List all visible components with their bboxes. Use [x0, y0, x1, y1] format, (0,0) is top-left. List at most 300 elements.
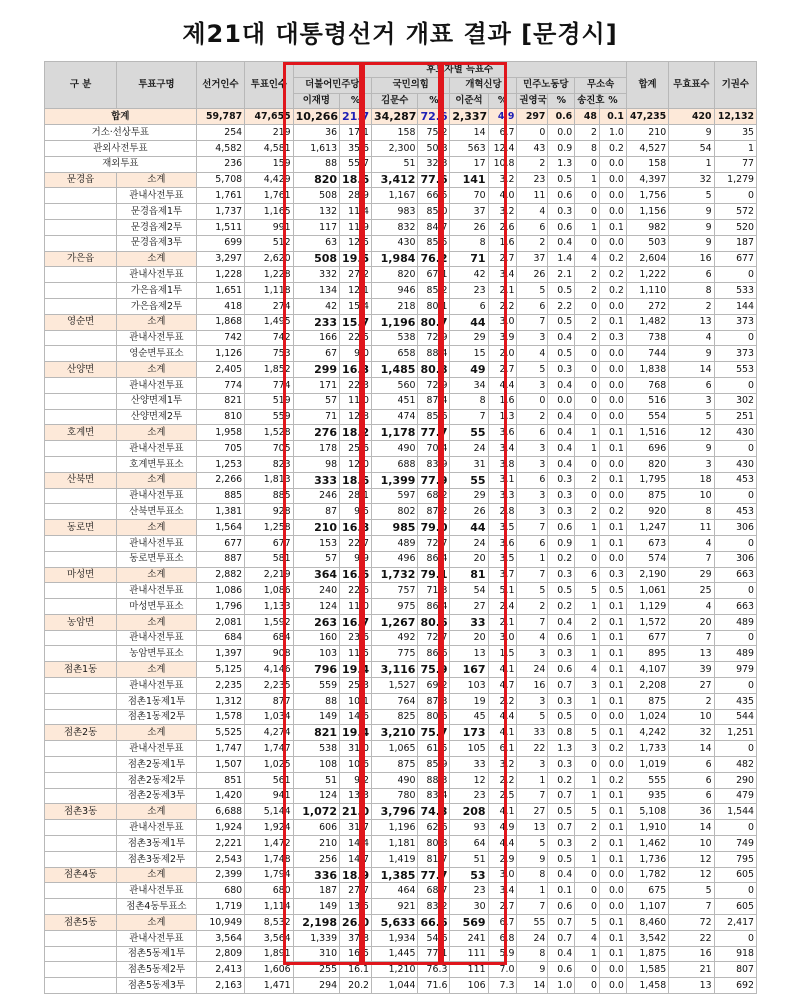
table-row: [45, 709, 757, 725]
cell-abstain: 1,251: [714, 725, 756, 741]
cell-pct-lee: 20.2: [340, 978, 372, 994]
cell-votes-song: 1: [575, 172, 600, 188]
cell-pct-song: 0.0: [599, 235, 626, 251]
cell-pct-kwon: 0.6: [548, 219, 575, 235]
cell-pct-leejs: 3.7: [488, 567, 517, 583]
cell-votes-kwon: 3: [517, 646, 548, 662]
cell-invalid: 12: [669, 851, 714, 867]
cell-pct-kim: 68.2: [418, 488, 450, 504]
cell-total: 4,242: [626, 725, 668, 741]
table-row: [45, 614, 757, 630]
place-cell: 소계: [117, 804, 196, 820]
cell-votes-lee: 333: [293, 472, 339, 488]
candidate-label: 김문수: [372, 93, 418, 109]
cell-pct-song: 0.1: [599, 472, 626, 488]
cell-total: 210: [626, 125, 668, 141]
cell-votes-song: 0: [575, 867, 600, 883]
cell-pct-leejs: 2.9: [488, 851, 517, 867]
cell-total: 1,585: [626, 962, 668, 978]
cell-electors: 2,399: [196, 867, 244, 883]
region-cell: [45, 204, 117, 220]
cell-pct-song: 0.1: [599, 520, 626, 536]
cell-pct-lee: 23.6: [340, 630, 372, 646]
cell-voters: 1,606: [245, 962, 293, 978]
cell-abstain: 0: [714, 678, 756, 694]
cell-total: 1,736: [626, 851, 668, 867]
cell-invalid: 10: [669, 488, 714, 504]
table-row: [45, 772, 757, 788]
cell-voters: 561: [245, 772, 293, 788]
cell-total: 555: [626, 772, 668, 788]
cell-votes-lee: 255: [293, 962, 339, 978]
table-row: [45, 409, 757, 425]
table-row: [45, 393, 757, 409]
cell-votes-kim: 430: [372, 235, 418, 251]
cell-pct-leejs: 2.6: [488, 219, 517, 235]
cell-pct-lee: 16.1: [340, 962, 372, 978]
cell-pct-kim: 70.4: [418, 441, 450, 457]
cell-invalid: 54: [669, 140, 714, 156]
pct-label: %: [340, 93, 372, 109]
cell-pct-kwon: 0.7: [548, 915, 575, 931]
cell-votes-kim: 820: [372, 267, 418, 283]
cell-voters: 1,034: [245, 709, 293, 725]
cell-votes-leejs: 24: [450, 535, 488, 551]
cell-pct-lee: 25.6: [340, 441, 372, 457]
cell-votes-song: 48: [575, 109, 600, 125]
cell-pct-lee: 12.1: [340, 283, 372, 299]
cell-pct-lee: 28.9: [340, 188, 372, 204]
cell-total: 1,222: [626, 267, 668, 283]
region-cell: 점촌3동: [45, 804, 117, 820]
cell-abstain: 290: [714, 772, 756, 788]
cell-pct-song: 0.0: [599, 899, 626, 915]
cell-votes-kwon: 5: [517, 362, 548, 378]
cell-abstain: 0: [714, 377, 756, 393]
region-cell: [45, 504, 117, 520]
cell-pct-leejs: 4.7: [488, 678, 517, 694]
place-cell: 소계: [117, 614, 196, 630]
cell-pct-song: 0.1: [599, 725, 626, 741]
cell-pct-song: 0.1: [599, 930, 626, 946]
table-row: [45, 836, 757, 852]
cell-votes-song: 2: [575, 614, 600, 630]
cell-pct-kim: 86.6: [418, 646, 450, 662]
cell-abstain: 144: [714, 298, 756, 314]
cell-pct-kim: 88.3: [418, 772, 450, 788]
cell-votes-song: 4: [575, 251, 600, 267]
cell-pct-song: 0.0: [599, 883, 626, 899]
cell-total: 673: [626, 535, 668, 551]
cell-pct-leejs: 3.4: [488, 267, 517, 283]
cell-votes-kwon: 3: [517, 441, 548, 457]
cell-abstain: 435: [714, 693, 756, 709]
cell-votes-kwon: 2: [517, 599, 548, 615]
table-row: [45, 298, 757, 314]
place-cell: 가은읍제1투: [117, 283, 196, 299]
region-cell: 영순면: [45, 314, 117, 330]
cell-pct-leejs: 3.2: [488, 204, 517, 220]
cell-voters: 1,133: [245, 599, 293, 615]
cell-votes-kwon: 7: [517, 899, 548, 915]
cell-abstain: 807: [714, 962, 756, 978]
cell-total: 516: [626, 393, 668, 409]
table-row: [45, 646, 757, 662]
region-cell: [45, 488, 117, 504]
cell-pct-leejs: 6.7: [488, 915, 517, 931]
cell-votes-song: 8: [575, 140, 600, 156]
region-cell: 호계면: [45, 425, 117, 441]
cell-abstain: 0: [714, 741, 756, 757]
table-row: [45, 362, 757, 378]
cell-pct-leejs: 4.0: [488, 188, 517, 204]
cell-abstain: 0: [714, 630, 756, 646]
cell-votes-lee: 299: [293, 362, 339, 378]
cell-pct-song: 0.0: [599, 409, 626, 425]
region-cell: [45, 188, 117, 204]
cell-abstain: 373: [714, 314, 756, 330]
table-row: [45, 741, 757, 757]
cell-pct-leejs: 3.5: [488, 551, 517, 567]
cell-pct-kwon: 0.6: [548, 188, 575, 204]
region-cell: 마성면: [45, 567, 117, 583]
cell-pct-lee: 13.5: [340, 899, 372, 915]
cell-invalid: 18: [669, 472, 714, 488]
cell-voters: 8,532: [245, 915, 293, 931]
cell-total: 1,482: [626, 314, 668, 330]
cell-pct-leejs: 3.6: [488, 535, 517, 551]
cell-votes-leejs: 14: [450, 125, 488, 141]
cell-pct-kim: 80.8: [418, 836, 450, 852]
cell-total: 3,542: [626, 930, 668, 946]
cell-pct-song: 0.0: [599, 867, 626, 883]
cell-votes-song: 0: [575, 488, 600, 504]
cell-votes-lee: 508: [293, 251, 339, 267]
cell-pct-lee: 27.7: [340, 883, 372, 899]
cell-electors: 5,708: [196, 172, 244, 188]
cell-pct-lee: 10.6: [340, 757, 372, 773]
cell-electors: 2,235: [196, 678, 244, 694]
cell-invalid: 22: [669, 930, 714, 946]
cell-pct-leejs: 1.3: [488, 409, 517, 425]
cell-electors: 59,787: [196, 109, 244, 125]
place-cell: 점촌2동제1투: [117, 757, 196, 773]
region-cell: 점촌1동: [45, 662, 117, 678]
cell-votes-kim: 597: [372, 488, 418, 504]
cell-voters: 1,891: [245, 946, 293, 962]
cell-total: 4,397: [626, 172, 668, 188]
table-row: [45, 962, 757, 978]
table-row: [45, 267, 757, 283]
cell-pct-lee: 55.7: [340, 156, 372, 172]
cell-votes-song: 1: [575, 425, 600, 441]
cell-votes-kim: 492: [372, 630, 418, 646]
cell-electors: 2,413: [196, 962, 244, 978]
cell-pct-kwon: 0.4: [548, 235, 575, 251]
cell-electors: 1,578: [196, 709, 244, 725]
cell-voters: 1,761: [245, 188, 293, 204]
cell-votes-kim: 560: [372, 377, 418, 393]
cell-votes-lee: 149: [293, 899, 339, 915]
cell-electors: 774: [196, 377, 244, 393]
place-cell: 관내사전투표: [117, 441, 196, 457]
cell-electors: 1,719: [196, 899, 244, 915]
cell-votes-lee: 364: [293, 567, 339, 583]
cell-votes-song: 2: [575, 314, 600, 330]
table-row: [45, 219, 757, 235]
cell-votes-leejs: 55: [450, 425, 488, 441]
cell-votes-song: 1: [575, 772, 600, 788]
cell-invalid: 13: [669, 978, 714, 994]
cell-total: 820: [626, 456, 668, 472]
cell-pct-kwon: 0.4: [548, 377, 575, 393]
cell-votes-leejs: 241: [450, 930, 488, 946]
cell-electors: 885: [196, 488, 244, 504]
cell-electors: 2,221: [196, 836, 244, 852]
cell-votes-leejs: 17: [450, 156, 488, 172]
cell-pct-kim: 76.3: [418, 962, 450, 978]
cell-voters: 1,592: [245, 614, 293, 630]
cell-votes-kim: 1,044: [372, 978, 418, 994]
cell-votes-song: 1: [575, 599, 600, 615]
cell-electors: 5,525: [196, 725, 244, 741]
cell-votes-kim: 1,196: [372, 820, 418, 836]
cell-votes-lee: 103: [293, 646, 339, 662]
cell-pct-kim: 88.4: [418, 346, 450, 362]
cell-votes-song: 1: [575, 851, 600, 867]
cell-total: 696: [626, 441, 668, 457]
cell-total: 920: [626, 504, 668, 520]
cell-voters: 1,495: [245, 314, 293, 330]
cell-pct-leejs: 2.1: [488, 283, 517, 299]
cell-electors: 821: [196, 393, 244, 409]
cell-pct-leejs: 1.6: [488, 235, 517, 251]
cell-votes-leejs: 29: [450, 488, 488, 504]
header-abstain: 기권수: [714, 62, 756, 109]
cell-electors: 2,405: [196, 362, 244, 378]
cell-votes-lee: 149: [293, 709, 339, 725]
cell-votes-kim: 1,196: [372, 314, 418, 330]
cell-votes-kwon: 4: [517, 346, 548, 362]
cell-votes-leejs: 2,337: [450, 109, 488, 125]
cell-pct-kim: 87.2: [418, 504, 450, 520]
cell-voters: 885: [245, 488, 293, 504]
cell-votes-kim: 3,796: [372, 804, 418, 820]
cell-invalid: 9: [669, 125, 714, 141]
cell-pct-kwon: 0.4: [548, 867, 575, 883]
cell-voters: 1,794: [245, 867, 293, 883]
cell-pct-kwon: 0.3: [548, 646, 575, 662]
cell-invalid: 12: [669, 425, 714, 441]
region-cell: 점촌5동: [45, 915, 117, 931]
table-row: [45, 599, 757, 615]
cell-voters: 753: [245, 346, 293, 362]
cell-voters: 1,114: [245, 899, 293, 915]
cell-pct-leejs: 7.0: [488, 962, 517, 978]
cell-total: 554: [626, 409, 668, 425]
cell-pct-leejs: 2.2: [488, 298, 517, 314]
cell-abstain: 489: [714, 614, 756, 630]
cell-voters: 1,813: [245, 472, 293, 488]
cell-electors: 680: [196, 883, 244, 899]
cell-pct-leejs: 3.0: [488, 867, 517, 883]
cell-pct-lee: 21.7: [340, 109, 372, 125]
cell-pct-kwon: 0.4: [548, 614, 575, 630]
table-row: [45, 172, 757, 188]
cell-votes-kwon: 5: [517, 583, 548, 599]
cell-pct-lee: 19.4: [340, 725, 372, 741]
cell-votes-song: 0: [575, 409, 600, 425]
cell-pct-kwon: 0.9: [548, 140, 575, 156]
cell-electors: 677: [196, 535, 244, 551]
cell-votes-song: 2: [575, 330, 600, 346]
cell-invalid: 9: [669, 441, 714, 457]
region-cell: [45, 219, 117, 235]
cell-pct-song: 0.2: [599, 251, 626, 267]
cell-voters: 1,924: [245, 820, 293, 836]
cell-votes-kwon: 3: [517, 377, 548, 393]
cell-pct-kim: 75.9: [418, 662, 450, 678]
cell-voters: 4,146: [245, 662, 293, 678]
cell-pct-lee: 15.7: [340, 314, 372, 330]
cell-invalid: 14: [669, 820, 714, 836]
cell-pct-leejs: 3.2: [488, 757, 517, 773]
cell-pct-kim: 71.6: [418, 978, 450, 994]
cell-votes-leejs: 8: [450, 235, 488, 251]
cell-votes-leejs: 70: [450, 188, 488, 204]
cell-pct-lee: 9.9: [340, 551, 372, 567]
cell-pct-kwon: 0.5: [548, 583, 575, 599]
cell-total: 768: [626, 377, 668, 393]
place-cell: 산북면투표소: [117, 504, 196, 520]
cell-votes-kwon: 6: [517, 535, 548, 551]
cell-votes-leejs: 23: [450, 788, 488, 804]
cell-pct-song: 0.1: [599, 788, 626, 804]
table-row: [45, 883, 757, 899]
cell-pct-leejs: 4.4: [488, 377, 517, 393]
cell-abstain: 453: [714, 472, 756, 488]
region-cell: [45, 851, 117, 867]
cell-votes-song: 1: [575, 946, 600, 962]
cell-voters: 742: [245, 330, 293, 346]
cell-electors: 810: [196, 409, 244, 425]
cell-votes-lee: 108: [293, 757, 339, 773]
cell-votes-leejs: 42: [450, 267, 488, 283]
cell-votes-kwon: 8: [517, 946, 548, 962]
cell-voters: 928: [245, 504, 293, 520]
cell-votes-leejs: 49: [450, 362, 488, 378]
cell-votes-kwon: 3: [517, 330, 548, 346]
cell-votes-kwon: 6: [517, 219, 548, 235]
cell-votes-song: 1: [575, 646, 600, 662]
cell-pct-lee: 31.0: [340, 741, 372, 757]
cell-votes-kim: 1,934: [372, 930, 418, 946]
place-cell: 관내사전투표: [117, 741, 196, 757]
place-cell: 소계: [117, 567, 196, 583]
cell-electors: 1,397: [196, 646, 244, 662]
table-row: [45, 946, 757, 962]
cell-electors: 5,125: [196, 662, 244, 678]
cell-electors: 684: [196, 630, 244, 646]
table-row: [45, 283, 757, 299]
cell-abstain: 692: [714, 978, 756, 994]
cell-votes-kwon: 43: [517, 140, 548, 156]
cell-votes-lee: 508: [293, 188, 339, 204]
cell-pct-kwon: 2.2: [548, 298, 575, 314]
cell-pct-lee: 16.3: [340, 362, 372, 378]
cell-total: 1,875: [626, 946, 668, 962]
cell-votes-kwon: 3: [517, 488, 548, 504]
cell-votes-lee: 1,072: [293, 804, 339, 820]
cell-votes-lee: 796: [293, 662, 339, 678]
cell-electors: 2,266: [196, 472, 244, 488]
cell-electors: 1,312: [196, 693, 244, 709]
cell-abstain: 479: [714, 788, 756, 804]
cell-pct-kwon: 1.3: [548, 156, 575, 172]
cell-voters: 991: [245, 219, 293, 235]
cell-votes-kim: 1,419: [372, 851, 418, 867]
cell-votes-leejs: 111: [450, 946, 488, 962]
cell-pct-kwon: 0.1: [548, 883, 575, 899]
cell-pct-leejs: 3.0: [488, 630, 517, 646]
cell-electors: 1,253: [196, 456, 244, 472]
cell-votes-leejs: 53: [450, 867, 488, 883]
place-cell: 소계: [117, 520, 196, 536]
cell-votes-kwon: 37: [517, 251, 548, 267]
cell-invalid: 32: [669, 725, 714, 741]
cell-voters: 1,472: [245, 836, 293, 852]
place-cell: 관내사전투표: [117, 678, 196, 694]
cell-total: 4,527: [626, 140, 668, 156]
cell-votes-song: 3: [575, 741, 600, 757]
cell-electors: 1,737: [196, 204, 244, 220]
cell-pct-song: 0.0: [599, 757, 626, 773]
cell-voters: 2,620: [245, 251, 293, 267]
cell-votes-lee: 51: [293, 772, 339, 788]
pct-label: %: [418, 93, 450, 109]
cell-votes-lee: 820: [293, 172, 339, 188]
cell-abstain: 979: [714, 662, 756, 678]
cell-pct-leejs: 4.1: [488, 804, 517, 820]
cell-votes-kwon: 1: [517, 772, 548, 788]
cell-pct-leejs: 3.3: [488, 488, 517, 504]
cell-pct-kim: 72.9: [418, 377, 450, 393]
cell-total: 2,604: [626, 251, 668, 267]
cell-votes-kim: 34,287: [372, 109, 418, 125]
cell-pct-leejs: 10.8: [488, 156, 517, 172]
cell-pct-kim: 66.5: [418, 188, 450, 204]
cell-voters: 2,235: [245, 678, 293, 694]
cell-pct-kwon: 0.6: [548, 662, 575, 678]
cell-votes-leejs: 20: [450, 630, 488, 646]
cell-invalid: 13: [669, 646, 714, 662]
cell-voters: 1,747: [245, 741, 293, 757]
cell-abstain: 0: [714, 267, 756, 283]
cell-pct-kwon: 1.3: [548, 741, 575, 757]
cell-abstain: 77: [714, 156, 756, 172]
cell-pct-leejs: 6.1: [488, 741, 517, 757]
cell-voters: 823: [245, 456, 293, 472]
cell-pct-song: 0.2: [599, 772, 626, 788]
cell-pct-kwon: 0.6: [548, 630, 575, 646]
cell-pct-song: 0.1: [599, 836, 626, 852]
cell-voters: 877: [245, 693, 293, 709]
cell-total: 1,838: [626, 362, 668, 378]
region-cell: 동로면: [45, 520, 117, 536]
cell-votes-lee: 171: [293, 377, 339, 393]
cell-pct-leejs: 4.4: [488, 836, 517, 852]
cell-pct-lee: 18.6: [340, 472, 372, 488]
